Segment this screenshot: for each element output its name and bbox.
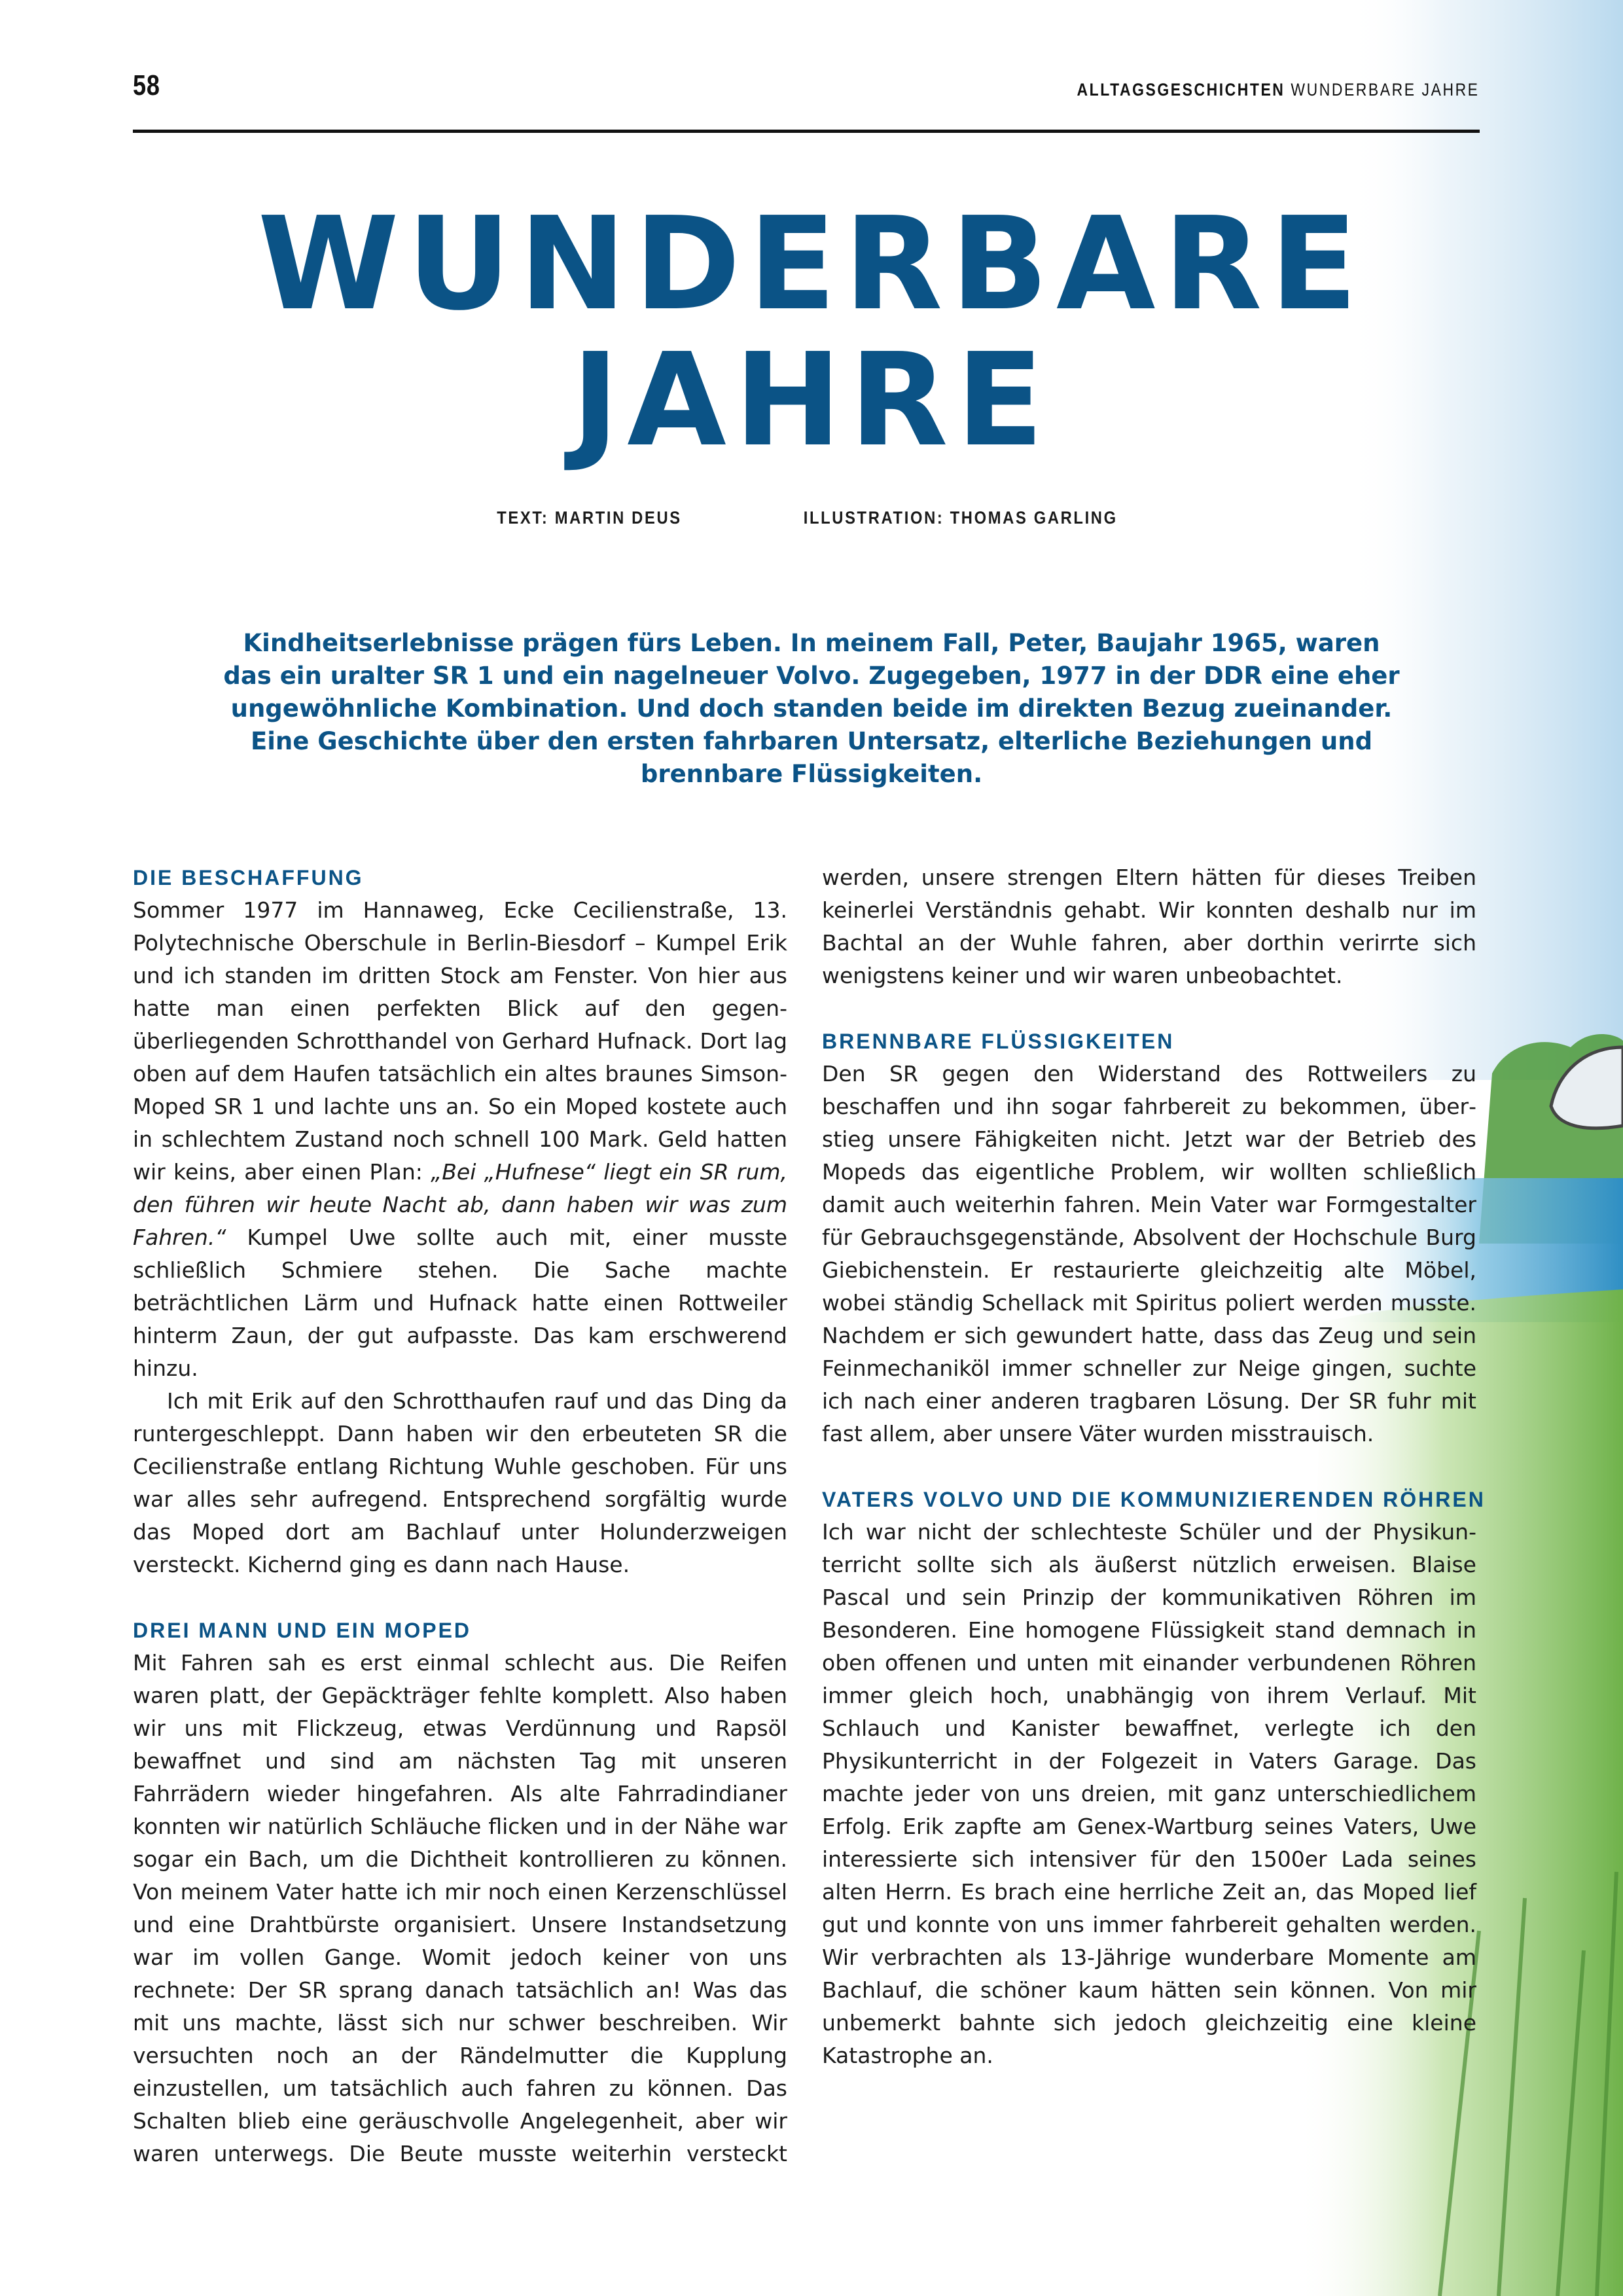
credit-illustration: ILLUSTRATION: THOMAS GARLING — [803, 508, 1118, 528]
paragraph-fluessigkeiten-1: Den SR gegen den Widerstand des Rottweilers zu beschaffen und ihn sogar fahrbereit zu bekommen, überstieg unsere Fähigkeiten nicht. Jetzt war der Betrieb des Mopeds das eigentliche Problem, wir wollten schließlich damit auch weiterhin fahren. Mein Vater war Formgestalter für Gebrauchsgegenstände, Absolvent der Hochschule Burg Giebichenstein. Er restaurierte gleichzeitig alte Möbel, wobei ständig Schellack mit Spiritus poliert werden musste. Nachdem er sich gewundert hatte, dass das Zeug und sein Feinmechaniköl immer schneller zur Neige gingen, suchte ich nach einer anderen tragbaren Lösung. Der SR fuhr mit fast allem, aber unsere Väter wurden misstrauisch. — [822, 1061, 1476, 1446]
title-line-1: WUNDERBARE — [257, 190, 1366, 339]
running-head — [1077, 80, 1480, 100]
text-beschaffung-1b: Kumpel Uwe sollte auch mit, einer musste schließlich Schmiere stehen. Die Sache machte beträchtlichen Lärm und Hufnack hatte einen Rottweiler hinterm Zaun, der gut aufpasste. Das kam erschwerend hinzu. — [133, 1225, 787, 1381]
header-rule — [133, 130, 1480, 133]
credits — [0, 508, 1623, 528]
heading-beschaffung: DIE BESCHAFFUNG — [133, 866, 364, 889]
title-line-2: JAHRE — [571, 326, 1052, 475]
paragraph-beschaffung-2: Ich mit Erik auf den Schrotthaufen rauf und das Ding da runtergeschleppt. Dann haben wir den erbeuteten SR die Cecilienstraße entlang Richtung Wuhle geschoben. Für uns war alles sehr aufregend. Entsprechend sorgfältig wurde das Moped dort am Bachlauf unter Holunderzweigen versteckt. Kichernd ging es dann nach Hause. — [133, 1388, 787, 1577]
heading-volvo: VATERS VOLVO UND DIE KOMMUNIZIERENDEN RÖHREN — [822, 1488, 1486, 1511]
paragraph-beschaffung-1 — [133, 894, 787, 1385]
running-head-article: WUNDERBARE JAHRE — [1291, 80, 1480, 99]
credit-text: TEXT: MARTIN DEUS — [496, 508, 682, 528]
left-column — [133, 861, 787, 2170]
article-title — [157, 190, 1466, 475]
lead-paragraph: Kindheitserlebnisse prägen fürs Leben. In meinem Fall, Peter, Baujahr 1965, waren das ein uralter SR 1 und ein nagelneuer Volvo. Zugegeben, 1977 in der DDR eine eher ungewöhnliche Kombination. Und doch standen beide im direkten Bezug zueinander. Eine Geschichte über den ersten fahrbaren Untersatz, elterliche Beziehungen und brennbare Flüssigkeiten. — [223, 629, 1400, 788]
heading-moped: DREI MANN UND EIN MOPED — [133, 1619, 472, 1642]
right-column — [822, 861, 1486, 2072]
heading-fluessigkeiten: BRENNBARE FLÜSSIGKEITEN — [822, 1030, 1175, 1053]
paragraph-moped-1: Mit Fahren sah es erst einmal schlecht aus. Die Reifen waren platt, der Gepäckträger fehlte komplett. Also haben wir uns mit Flickzeug, etwas Verdünnung und Rapsöl bewaffnet und sind am nächsten Tag mit unseren Fahrrädern wieder hingefahren. Als alte Fahrradindianer konnten wir natürlich Schläuche flicken und in der Nähe war sogar ein Bach, um die Dichtheit kontrollieren zu können. Von meinem Vater hatte ich mir noch einen Kerzenschlüssel und eine Drahtbürste organisiert. Unsere Instandsetzung war im vollen Gange. Womit jedoch keiner von uns rechnete: Der SR sprang danach tatsächlich an! Was das mit uns machte, lässt sich nur schwer beschreiben. Wir versuchten noch an der Rändelmutter die Kupplung einzustellen, um tatsächlich auch fahren zu können. Das Schalten blieb eine geräuschvolle Angelegenheit, aber wir waren unterwegs. Die Beute musste weiterhin versteckt — [133, 1650, 787, 2166]
page-number: 58 — [133, 69, 160, 101]
running-head-section: ALLTAGSGESCHICHTEN — [1077, 80, 1285, 99]
paragraph-moped-1-continued: werden, unsere strengen Eltern hätten für dieses Treiben keinerlei Verständnis gehabt. Wir konnten deshalb nur im Bachtal an der Wuhle fahren, aber dorthin verirrte sich wenigstens keiner und wir waren unbeobachtet. — [822, 865, 1476, 988]
quote-beschaffung: „Bei „Hufnese“ liegt ein SR rum, den führen wir heute Nacht ab, dann haben wir was zum Fahren.“ — [133, 1159, 787, 1250]
paragraph-volvo-1: Ich war nicht der schlechteste Schüler und der Physikunterricht sollte sich als äußerst nützlich erweisen. Blaise Pascal und sein Prinzip der kommunikativen Röhren im Besonderen. Eine homogene Flüssigkeit stand demnach in oben offenen und unten mit einander verbundenen Röhren immer gleich hoch, unabhängig von ihrem Verlauf. Mit Schlauch und Kanister bewaffnet, verlegte ich den Physikunterricht in der Folgezeit in Vaters Garage. Das machte jeder von uns dreien, mit ganz unterschiedlichem Erfolg. Erik zapfte am Genex-Wartburg seines Vaters, Uwe interessierte sich intensiver für den 1500er Lada seines alten Herrn. Es brach eine herrliche Zeit an, das Moped lief gut und konnte von uns immer fahrbereit gehalten werden. Wir verbrachten als 13-Jährige wunderbare Momente am Bachlauf, die schöner kaum hätten sein können. Von mir unbemerkt bahnte sich jedoch gleichzeitig eine kleine Katastrophe an. — [822, 1519, 1476, 2068]
text-beschaffung-1a: Sommer 1977 im Hannaweg, Ecke Cecilienstraße, 13. Polytechnische Oberschule in Berlin-Biesdorf – Kumpel Erik und ich standen im dritten Stock am Fenster. Von hier aus hatte man einen perfekten Blick auf den gegenüberliegenden Schrotthandel von Gerhard Hufnack. Dort lag oben auf dem Haufen tatsächlich ein altes braunes Simson-Moped SR 1 und lachte uns an. So ein Moped kostete auch in schlechtem Zustand noch schnell 100 Mark. Geld hatten wir keins, aber einen Plan: — [133, 897, 787, 1185]
